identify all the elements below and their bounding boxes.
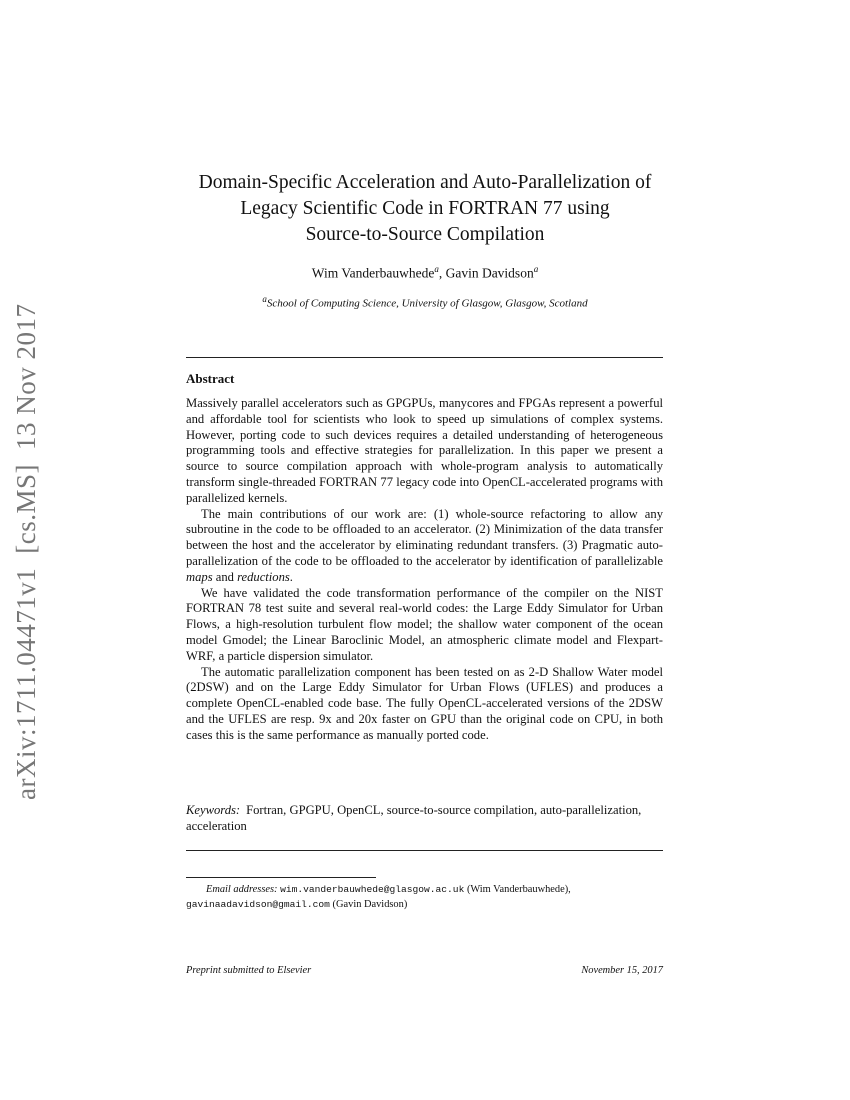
affiliation-mark: a: [533, 264, 539, 274]
footer-preprint-note: Preprint submitted to Elsevier: [186, 965, 312, 976]
email-owner: (Wim Vanderbauwhede),: [466, 884, 571, 895]
footer-date: November 15, 2017: [581, 965, 663, 976]
footnote-label: Email addresses:: [206, 884, 278, 895]
affiliation-text: School of Computing Science, University of Glasgow, Glasgow, Scotland: [266, 297, 588, 310]
abstract-paragraph: The automatic parallelization component has been tested on as 2-D Shallow Water model (2DSW) and on the Large Eddy Simulator for Urban Flows (UFLES) and produces a complete OpenCL-enabled code base. The fully OpenCL-accelerated versions of the 2DSW and the UFLES are resp. 9x and 20x faster on GPU than the original code on CPU, in both cases this is the same performance as manually ported code.: [186, 664, 663, 742]
footnote-rule: [186, 877, 376, 878]
title-line: Domain-Specific Acceleration and Auto-Parallelization of: [198, 172, 652, 193]
footnote-emails: [186, 882, 663, 912]
author-name: Gavin Davidson: [445, 265, 534, 281]
abstract-heading: Abstract: [186, 371, 235, 386]
abstract-body: [186, 396, 663, 744]
email-owner: (Gavin Davidson): [332, 899, 408, 910]
abstract-paragraph: The main contributions of our work are: (1) whole-source refactoring to allow any subroutine in the code to be offloaded to an accelerator. (2) Minimization of the data transfer between the host and the accelerator by eliminating redundant transfers. (3) Pragmatic auto-parallelization of the code to be offloaded to the accelerator by identification of parallelizable maps and reductions.: [186, 506, 663, 584]
title-line: Source-to-Source Compilation: [305, 224, 545, 245]
arxiv-id[interactable]: arXiv:1711.04471v1: [11, 567, 41, 800]
keywords-text: Fortran, GPGPU, OpenCL, source-to-source compilation, auto-parallelization, acceleration: [186, 803, 642, 833]
paper-title: [175, 170, 675, 248]
keywords: [186, 803, 663, 835]
abstract-paragraph: Massively parallel accelerators such as GPGPUs, manycores and FPGAs represent a powerful and affordable tool for scientists who look to speed up simulations of complex systems. However, porting code to such devices requires a detailed understanding of heterogeneous programming tools and effective strategies for parallelization. In this paper we present a source to source compilation approach with whole-program analysis to automatically transform single-threaded FORTRAN 77 legacy code into OpenCL-accelerated programs with parallelized kernels.: [186, 396, 663, 505]
abstract-top-rule: [186, 357, 663, 358]
abstract-bottom-rule: [186, 850, 663, 851]
affiliation-mark: a: [262, 294, 267, 304]
author-name: Wim Vanderbauwhede: [311, 265, 435, 281]
abstract-paragraph: We have validated the code transformation performance of the compiler on the NIST FORTRAN 78 test suite and several real-world codes: the Large Eddy Simulator for Urban Flows, a high-resolution turbulent flow model; the shallow water component of the ocean model Gmodel; the Linear Baroclinic Model, an atmospheric climate model and Flexpart-WRF, a particle dispersion simulator.: [186, 585, 663, 663]
arxiv-date: 13 Nov 2017: [11, 303, 41, 451]
keywords-label: Keywords:: [186, 803, 241, 817]
arxiv-stamp: [13, 280, 40, 800]
author-list: Wim Vanderbauwhede$^a$, Gavin Davidson$^a$: [311, 264, 539, 281]
email-link[interactable]: wim.vanderbauwhede@glasgow.ac.uk: [280, 884, 465, 895]
arxiv-category: [cs.MS]: [11, 464, 41, 554]
affiliation: [175, 294, 675, 310]
affiliation-mark: a: [434, 264, 439, 274]
title-line: Legacy Scientific Code in FORTRAN 77 using: [240, 198, 610, 219]
email-link[interactable]: gavinaadavidson@gmail.com: [186, 899, 330, 910]
